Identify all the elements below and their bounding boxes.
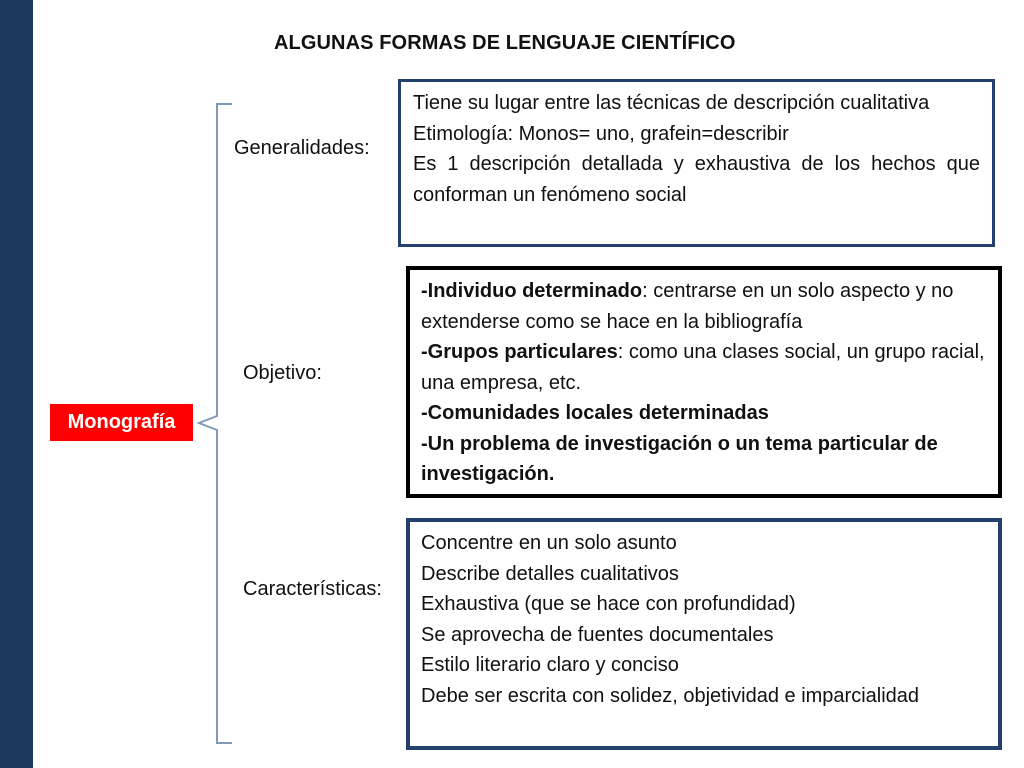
box-text-line: Se aprovecha de fuentes documentales: [421, 623, 774, 646]
box-text-line: Debe ser escrita con solidez, objetividad e imparcialidad: [421, 684, 920, 707]
box-text-line: Describe detalles cualitativos: [421, 562, 679, 585]
box-text-line: Tiene su lugar entre las técnicas de descripción cualitativa: [413, 92, 930, 114]
box-generalidades: [398, 79, 995, 247]
box-text-line: Es 1 descripción detallada y exhaustiva de los hechos que conforman un fenómeno social: [413, 153, 980, 206]
box-text-line: Etimología: Monos= uno, grafein=describir: [413, 122, 789, 145]
objective-item-heading: -Individuo determinado: [421, 280, 643, 302]
grouping-brace: [195, 100, 245, 750]
branch-label-objetivo: Objetivo:: [243, 362, 322, 384]
objective-item: [421, 429, 987, 490]
objective-item-text: : como una clases social, un grupo racial, una empresa, etc.: [421, 341, 985, 394]
box-text-line: Exhaustiva (que se hace con profundidad): [421, 593, 796, 615]
objective-item-heading: -Un problema de investigación o un tema particular de investigación.: [421, 432, 938, 485]
branch-label-caracteristicas: Características:: [243, 578, 382, 600]
objective-item-heading: -Grupos particulares: [421, 341, 618, 363]
objective-item: [421, 398, 987, 429]
box-text-line: Estilo literario claro y conciso: [421, 654, 679, 676]
box-text-line: Concentre en un solo asunto: [421, 532, 677, 554]
left-accent-bar: [0, 0, 33, 768]
box-objetivo: [406, 266, 1002, 498]
slide-title: ALGUNAS FORMAS DE LENGUAJE CIENTÍFICO: [274, 32, 736, 54]
objective-item: [421, 276, 987, 337]
branch-label-generalidades: Generalidades:: [234, 137, 370, 159]
objective-item: [421, 337, 987, 398]
objective-item-heading: -Comunidades locales determinadas: [421, 402, 769, 424]
box-caracteristicas: [406, 518, 1002, 750]
objective-item-text: : centrarse en un solo aspecto y no extenderse como se hace en la bibliografía: [421, 280, 954, 333]
root-node-monografia: Monografía: [50, 404, 193, 441]
